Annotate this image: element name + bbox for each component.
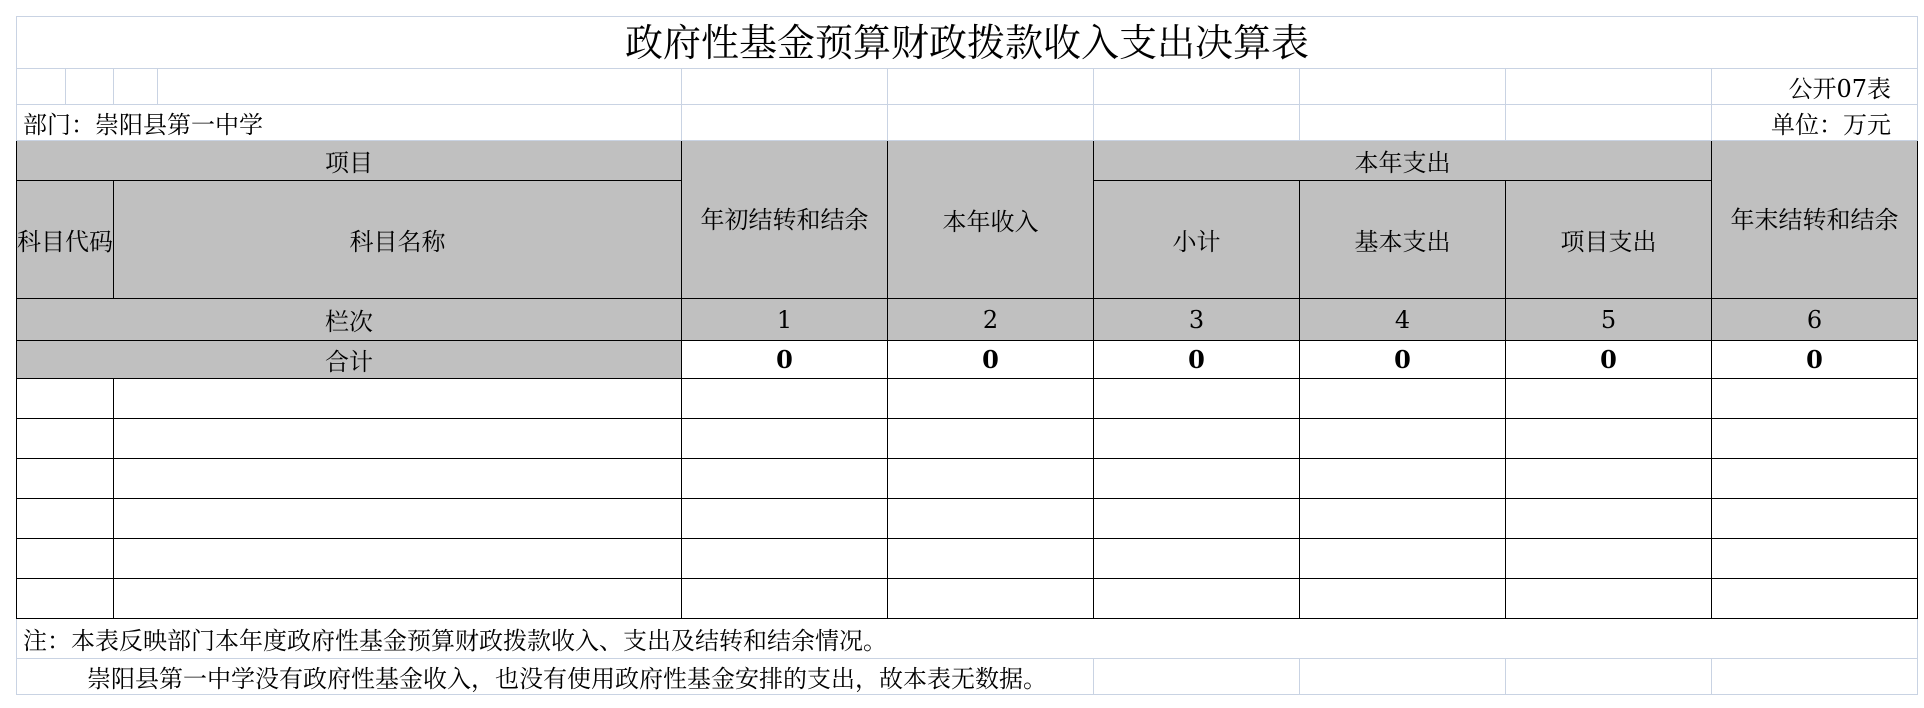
table-row [17, 579, 1918, 619]
total-value: 0 [1300, 341, 1506, 379]
note-line-2: 崇阳县第一中学没有政府性基金收入，也没有使用政府性基金安排的支出，故本表无数据。 [17, 659, 1094, 695]
table-row [17, 539, 1918, 579]
unit-label: 单位：万元 [1712, 105, 1918, 141]
total-value: 0 [1094, 341, 1300, 379]
total-row-label: 合计 [17, 341, 682, 379]
department-label: 部门：崇阳县第一中学 [17, 105, 682, 141]
table-row [17, 499, 1918, 539]
table-row [17, 419, 1918, 459]
column-row-label: 栏次 [17, 299, 682, 341]
note-line-1: 注：本表反映部门本年度政府性基金预算财政拨款收入、支出及结转和结余情况。 [17, 619, 1918, 659]
column-number: 5 [1506, 299, 1712, 341]
form-number: 公开07表 [1712, 69, 1918, 105]
column-number: 2 [888, 299, 1094, 341]
total-value: 0 [1506, 341, 1712, 379]
header-project-expenditure: 项目支出 [1506, 181, 1712, 299]
column-number: 6 [1712, 299, 1918, 341]
header-opening-balance: 年初结转和结余 [682, 141, 888, 299]
total-value: 0 [682, 341, 888, 379]
total-value: 0 [1712, 341, 1918, 379]
header-project: 项目 [17, 141, 682, 181]
column-number: 4 [1300, 299, 1506, 341]
header-basic-expenditure: 基本支出 [1300, 181, 1506, 299]
header-subject-code: 科目代码 [17, 181, 114, 299]
column-number: 3 [1094, 299, 1300, 341]
table-row [17, 379, 1918, 419]
header-closing-balance: 年末结转和结余 [1712, 141, 1918, 299]
fund-budget-table [16, 16, 1918, 695]
page-title: 政府性基金预算财政拨款收入支出决算表 [17, 17, 1918, 69]
table-row [17, 459, 1918, 499]
header-subject-name: 科目名称 [114, 181, 682, 299]
header-subtotal: 小计 [1094, 181, 1300, 299]
header-current-income: 本年收入 [888, 141, 1094, 299]
column-number: 1 [682, 299, 888, 341]
total-value: 0 [888, 341, 1094, 379]
header-current-expenditure: 本年支出 [1094, 141, 1712, 181]
